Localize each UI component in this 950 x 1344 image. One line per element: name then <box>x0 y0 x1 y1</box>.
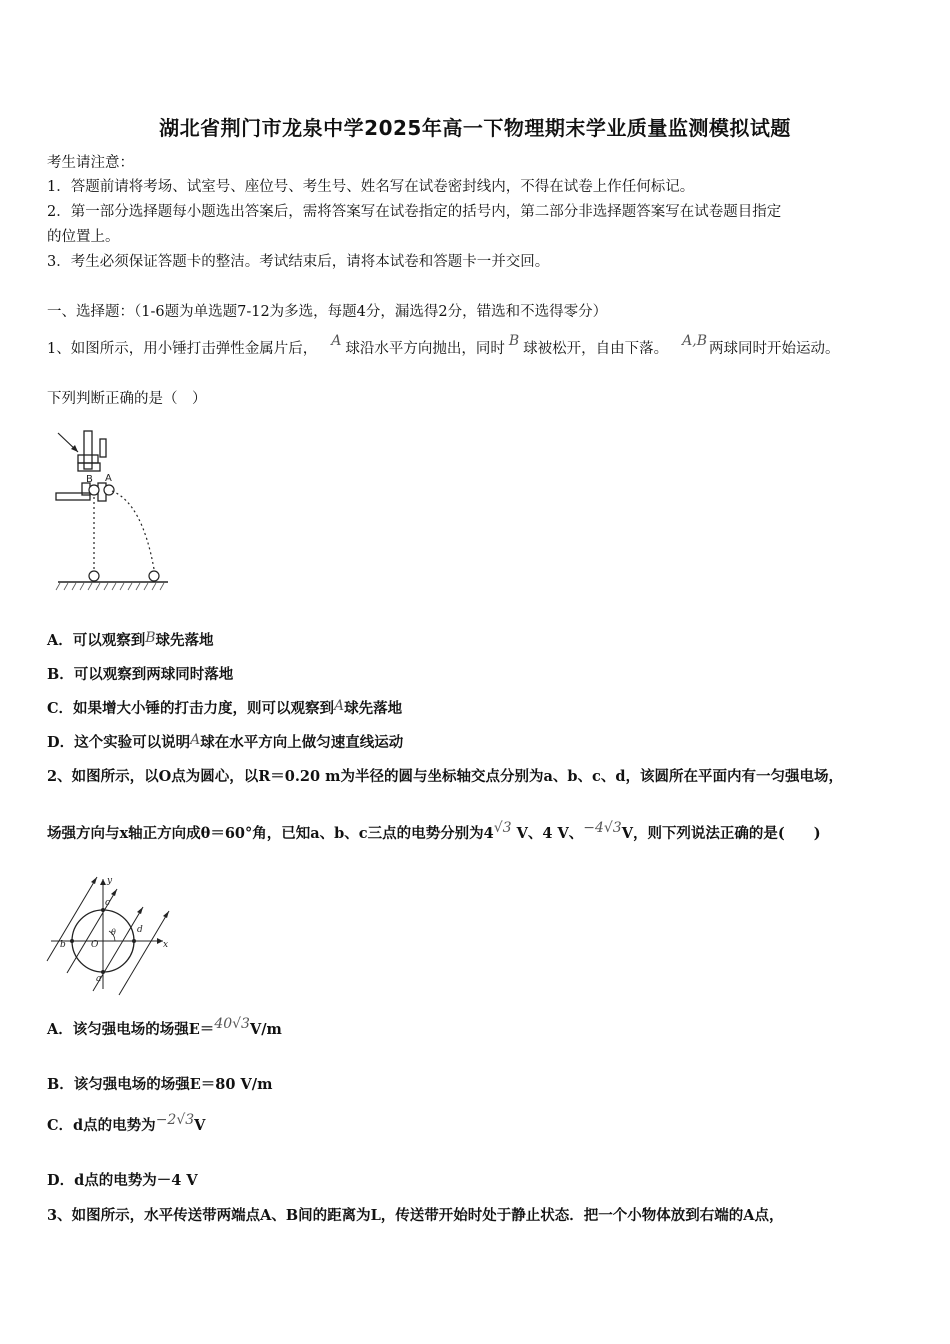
q2-option-d: D．d点的电势为－4 V <box>47 1172 198 1189</box>
question-1-stem <box>47 333 840 359</box>
question-3-stem: 3、如图所示，水平传送带两端点A、B间的距离为L，传送带开始时处于静止状态．把一个小物体放到右端的A点， <box>47 1207 784 1224</box>
q2-text: 场强方向与x轴正方向成θ＝60°角，已知a、b、c三点的电势分别为4 <box>47 825 494 842</box>
theta-label: θ <box>111 928 116 937</box>
point-c-label: c <box>105 898 111 908</box>
symbol-b: B <box>145 630 156 646</box>
option-text: C．d点的电势为 <box>47 1117 156 1134</box>
neg-4: −4 <box>583 820 604 836</box>
notice-item: 3．考生必须保证答题卡的整洁。考试结束后，请将本试卷和答题卡一并交回。 <box>47 254 550 270</box>
origin-label: O <box>91 940 99 950</box>
q2-text: V、4 V、 <box>511 825 584 842</box>
point-a-label: a <box>96 974 102 984</box>
option-text: 球在水平方向上做匀速直线运动 <box>200 734 404 751</box>
q1-option-a <box>47 631 214 651</box>
option-text: V <box>194 1117 206 1134</box>
option-text: V/m <box>249 1021 282 1038</box>
question-2-stem: 2、如图所示，以O点为圆心，以R＝0.20 m为半径的圆与坐标轴交点分别为a、b、c、d，该圆所在平面内有一匀强电场， <box>47 768 843 785</box>
q2-option-c <box>47 1112 206 1136</box>
q1-text: 球沿水平方向抛出，同时 <box>345 341 505 357</box>
q1-text: 1、如图所示，用小锤打击弹性金属片后， <box>47 341 318 357</box>
option-value: −2√3 <box>155 1112 195 1128</box>
option-value: 40√3 <box>214 1016 250 1032</box>
notice-item: 的位置上。 <box>47 229 120 245</box>
point-b-label: b <box>60 940 66 950</box>
figure-label-a: A <box>105 473 112 484</box>
symbol-b: B <box>508 333 520 349</box>
notice-item: 1．答题前请将考场、试室号、座位号、考生号、姓名写在试卷密封线内，不得在试卷上作任何标记。 <box>47 179 695 195</box>
sqrt-3: √3 <box>603 820 622 836</box>
option-text: C．如果增大小锤的打击力度，则可以观察到 <box>47 700 335 717</box>
option-text: D．这个实验可以说明 <box>47 734 191 751</box>
q1-option-b: B．可以观察到两球同时落地 <box>47 666 234 683</box>
axis-x-label: x <box>163 940 169 950</box>
q1-text: 两球同时开始运动。 <box>709 341 840 357</box>
option-text: 球先落地 <box>155 632 214 649</box>
symbol-a: A <box>190 732 201 748</box>
page-title: 湖北省荆门市龙泉中学2025年高一下物理期末学业质量监测模拟试题 <box>159 116 791 140</box>
axis-y-label: y <box>107 876 113 886</box>
sqrt-3: √3 <box>493 820 512 836</box>
question-1-prompt: 下列判断正确的是（ ） <box>47 391 207 407</box>
q2-option-a <box>47 1016 282 1040</box>
notice-heading: 考生请注意： <box>47 155 134 171</box>
option-text: A．可以观察到 <box>47 632 146 649</box>
q1-figure <box>50 425 180 595</box>
q2-figure <box>45 873 170 998</box>
figure-label-b: B <box>86 474 93 485</box>
q2-option-b: B．该匀强电场的场强E＝80 V/m <box>47 1076 273 1093</box>
question-2-stem-2 <box>47 820 821 844</box>
point-d-label: d <box>137 925 143 935</box>
symbol-a: A <box>331 333 342 349</box>
q1-text: 球被松开，自由下落。 <box>523 341 669 357</box>
symbol-ab: A,B <box>682 333 708 349</box>
option-text: A．该匀强电场的场强E＝ <box>47 1021 215 1038</box>
option-text: 球先落地 <box>344 700 403 717</box>
q1-option-d <box>47 733 403 753</box>
notice-item: 2．第一部分选择题每小题选出答案后，需将答案写在试卷指定的括号内，第二部分非选择题答案写在试卷题目指定 <box>47 204 782 220</box>
q1-option-c <box>47 699 402 719</box>
q2-text: V，则下列说法正确的是( ) <box>621 825 821 842</box>
section-heading: 一、选择题：（1-6题为单选题7-12为多选，每题4分，漏选得2分，错选和不选得零分） <box>47 304 608 320</box>
symbol-a: A <box>334 698 345 714</box>
